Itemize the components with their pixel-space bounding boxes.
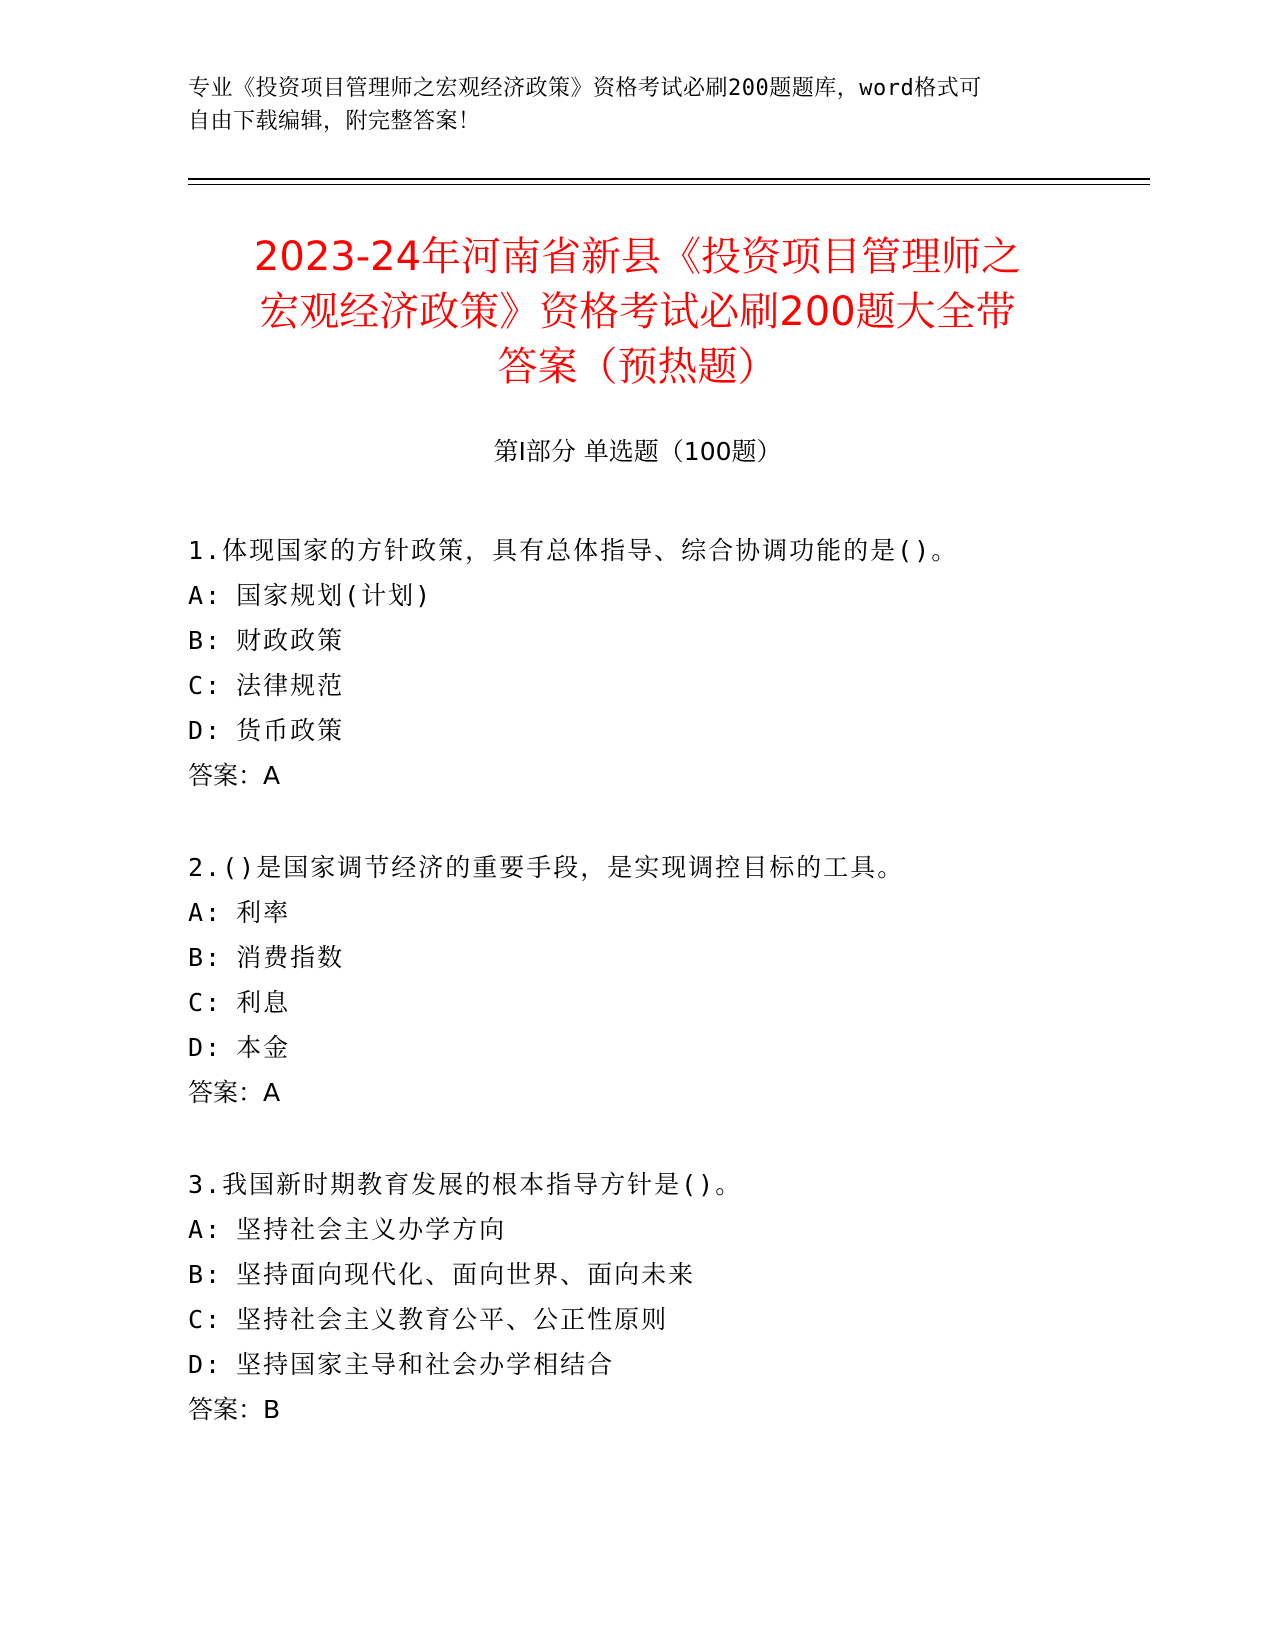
option-label: D: bbox=[188, 1033, 223, 1062]
title-line-1: 2023-24年河南省新县《投资项目管理师之 bbox=[253, 234, 1022, 280]
option-label: C: bbox=[188, 1305, 223, 1334]
option-label: A: bbox=[188, 1215, 223, 1244]
option-text: 法律规范 bbox=[236, 671, 345, 700]
question-stem: 1.体现国家的方针政策，具有总体指导、综合协调功能的是()。 bbox=[188, 536, 959, 565]
option-text: 货币政策 bbox=[236, 716, 345, 745]
question-list bbox=[188, 528, 1128, 1479]
option-b bbox=[188, 935, 1128, 980]
option-a bbox=[188, 573, 1128, 618]
answer-line: 答案：B bbox=[188, 1395, 281, 1424]
option-label: D: bbox=[188, 716, 223, 745]
option-a bbox=[188, 1207, 1128, 1252]
option-label: B: bbox=[188, 1260, 223, 1289]
question-stem: 3.我国新时期教育发展的根本指导方针是()。 bbox=[188, 1170, 743, 1199]
answer-line: 答案：A bbox=[188, 1078, 281, 1107]
header-note bbox=[188, 72, 1088, 138]
option-text: 本金 bbox=[236, 1033, 291, 1062]
header-divider-thin bbox=[188, 184, 1150, 185]
option-text: 坚持社会主义教育公平、公正性原则 bbox=[236, 1305, 669, 1334]
option-text: 利息 bbox=[236, 988, 291, 1017]
option-d bbox=[188, 1342, 1128, 1387]
question-2 bbox=[188, 845, 1128, 1115]
question-3 bbox=[188, 1162, 1128, 1432]
option-label: B: bbox=[188, 626, 223, 655]
option-text: 消费指数 bbox=[236, 943, 345, 972]
option-b bbox=[188, 1252, 1128, 1297]
option-text: 坚持国家主导和社会办学相结合 bbox=[236, 1350, 615, 1379]
option-c bbox=[188, 663, 1128, 708]
question-1 bbox=[188, 528, 1128, 798]
option-c bbox=[188, 980, 1128, 1025]
title-line-2: 宏观经济政策》资格考试必刷200题大全带 bbox=[259, 289, 1016, 335]
document-title bbox=[150, 230, 1125, 395]
option-label: D: bbox=[188, 1350, 223, 1379]
title-line-3: 答案（预热题） bbox=[497, 344, 778, 390]
question-stem: 2.()是国家调节经济的重要手段，是实现调控目标的工具。 bbox=[188, 853, 905, 882]
option-text: 坚持社会主义办学方向 bbox=[236, 1215, 507, 1244]
option-text: 坚持面向现代化、面向世界、面向未来 bbox=[236, 1260, 696, 1289]
section-heading: 第Ⅰ部分 单选题（100题） bbox=[493, 437, 782, 466]
header-divider-thick bbox=[188, 178, 1150, 180]
option-label: A: bbox=[188, 581, 223, 610]
option-c bbox=[188, 1297, 1128, 1342]
header-note-line-1: 专业《投资项目管理师之宏观经济政策》资格考试必刷200题题库，word格式可 bbox=[188, 76, 982, 101]
option-d bbox=[188, 1025, 1128, 1070]
option-text: 国家规划(计划) bbox=[236, 581, 433, 610]
option-label: B: bbox=[188, 943, 223, 972]
option-d bbox=[188, 708, 1128, 753]
header-note-line-2: 自由下载编辑，附完整答案！ bbox=[188, 109, 481, 134]
option-label: C: bbox=[188, 671, 223, 700]
option-b bbox=[188, 618, 1128, 663]
option-label: A: bbox=[188, 898, 223, 927]
option-text: 利率 bbox=[236, 898, 291, 927]
option-label: C: bbox=[188, 988, 223, 1017]
option-text: 财政政策 bbox=[236, 626, 345, 655]
answer-line: 答案：A bbox=[188, 761, 281, 790]
option-a bbox=[188, 890, 1128, 935]
